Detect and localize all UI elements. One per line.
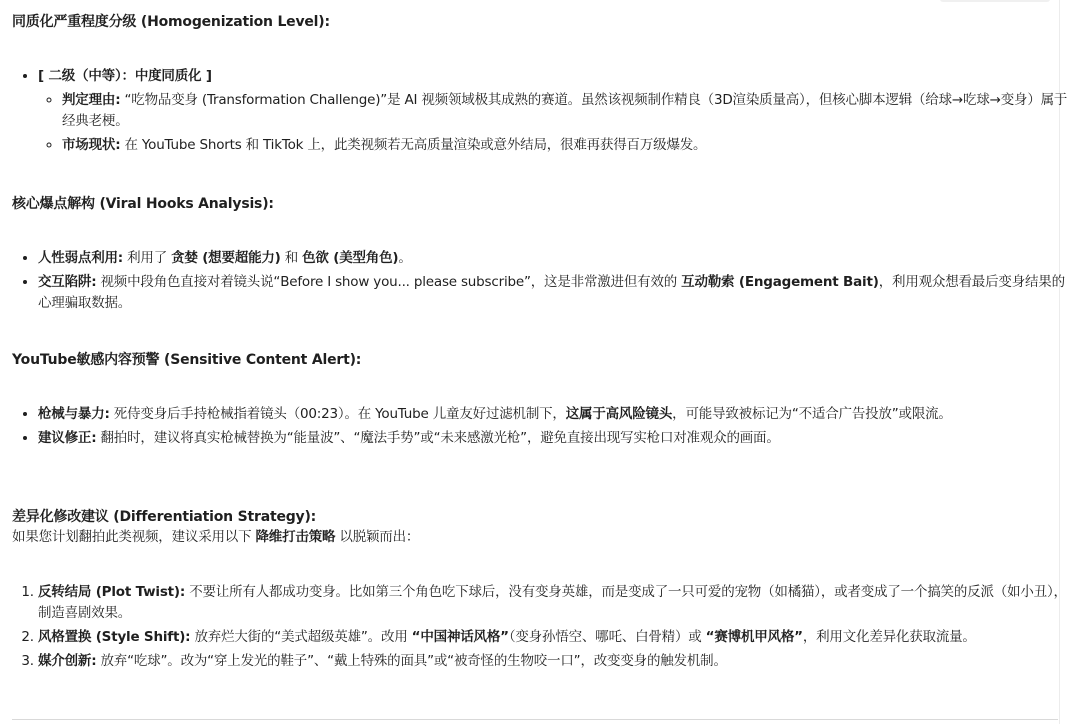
reason-text: “吃物品变身 (Transformation Challenge)”是 AI 视频领域极其成熟的赛道。虽然该视频制作精良（3D渲染质量高），但核心脚本逻辑（给球→吃球→变身）属于经典老梗。 xyxy=(62,92,1068,129)
weapons-label: 枪械与暴力: xyxy=(38,406,110,422)
market-text: 在 YouTube Shorts 和 TikTok 上，此类视频若无高质量渲染或意外结局，很难再获得百万级爆发。 xyxy=(120,137,707,153)
weakness-text-b: 和 xyxy=(280,250,303,266)
fix-label: 建议修正: xyxy=(38,430,97,446)
strategy-intro xyxy=(12,527,419,547)
style-shift-label: 风格置换 (Style Shift): xyxy=(38,629,191,645)
sensitive-list xyxy=(12,404,1078,449)
intro-text-b: 以脱颖而出： xyxy=(335,529,420,545)
fix-text: 翻拍时，建议将真实枪械替换为“能量波”、“魔法手势”或“未来感激光枪”，避免直接出现写实枪口对准观众的画面。 xyxy=(96,430,780,446)
media-text: 放弃“吃球”。改为“穿上发光的鞋子”、“戴上特殊的面具”或“被奇怪的生物咬一口”，改变变身的触发机制。 xyxy=(96,653,727,669)
hooks-item-weakness xyxy=(38,248,1078,269)
strategy-item-style-shift xyxy=(38,627,1078,648)
weapons-text-a: 死侍变身后手持枪械指着镜头（00:23）。在 YouTube 儿童友好过滤机制下， xyxy=(109,406,566,422)
market-item xyxy=(62,135,1078,156)
plot-twist-label: 反转结局 (Plot Twist): xyxy=(38,584,186,600)
strategy-item-plot-twist xyxy=(38,582,1078,624)
style-shift-text-c: ，利用文化差异化获取流量。 xyxy=(802,629,976,645)
reason-label: 判定理由: xyxy=(62,92,121,108)
strategy-list xyxy=(12,582,1078,672)
homogenization-level-item xyxy=(38,66,1078,156)
section-title-sensitive: YouTube敏感内容预警 (Sensitive Content Alert): xyxy=(12,352,362,368)
weakness-text-c: 。 xyxy=(398,250,412,266)
style-shift-text-a: 放弃烂大街的“美式超级英雄”。改用 xyxy=(190,629,412,645)
plot-twist-text: 不要让所有人都成功变身。比如第三个角色吃下球后，没有变身英雄，而是变成了一只可爱的宠物（如橘猫），或者变成了一个搞笑的反派（如小丑），制造喜剧效果。 xyxy=(38,584,1067,621)
top-scroll-hint xyxy=(940,0,1050,2)
section-title-hooks: 核心爆点解构 (Viral Hooks Analysis): xyxy=(12,196,274,212)
trap-engagement-bait: 互动勒索 (Engagement Bait) xyxy=(681,274,879,290)
weakness-greed: 贪婪 (想要超能力) xyxy=(171,250,281,266)
weapons-text-b: ，可能导致被标记为“不适合广告投放”或限流。 xyxy=(672,406,952,422)
weakness-label: 人性弱点利用: xyxy=(38,250,123,266)
hooks-item-trap xyxy=(38,272,1078,314)
media-label: 媒介创新: xyxy=(38,653,97,669)
intro-text-a: 如果您计划翻拍此类视频，建议采用以下 xyxy=(12,529,256,545)
homogenization-list xyxy=(12,66,1078,156)
intro-strategy-name: 降维打击策略 xyxy=(255,529,336,545)
style-shift-text-b: （变身孙悟空、哪吒、白骨精）或 xyxy=(508,629,706,645)
hooks-list xyxy=(12,248,1078,314)
trap-label: 交互陷阱: xyxy=(38,274,97,290)
strategy-item-media xyxy=(38,651,1078,672)
sensitive-item-weapons xyxy=(38,404,1078,425)
style-cyber-mecha: “赛博机甲风格” xyxy=(705,629,803,645)
weakness-text-a: 利用了 xyxy=(123,250,172,266)
weakness-lust: 色欲 (美型角色) xyxy=(302,250,399,266)
weapons-high-risk: 这属于高风险镜头 xyxy=(565,406,673,422)
homogenization-sublist xyxy=(38,90,1078,156)
trap-text-a: 视频中段角色直接对着镜头说“Before I show you... please subscribe”，这是非常激进但有效的 xyxy=(96,274,682,290)
reason-item xyxy=(62,90,1078,132)
sensitive-item-fix xyxy=(38,428,1078,449)
market-label: 市场现状: xyxy=(62,137,121,153)
homogenization-level: [ 二级（中等）：中度同质化 ] xyxy=(38,68,212,84)
section-title-strategy: 差异化修改建议 (Differentiation Strategy): xyxy=(12,509,317,525)
section-title-homogenization: 同质化严重程度分级 (Homogenization Level): xyxy=(12,14,330,30)
style-chinese-myth: “中国神话风格” xyxy=(411,629,509,645)
trap-text-b: ，利用观众想看最后变身结果的心理骗取数据。 xyxy=(38,274,1065,311)
section-divider xyxy=(12,719,1058,720)
